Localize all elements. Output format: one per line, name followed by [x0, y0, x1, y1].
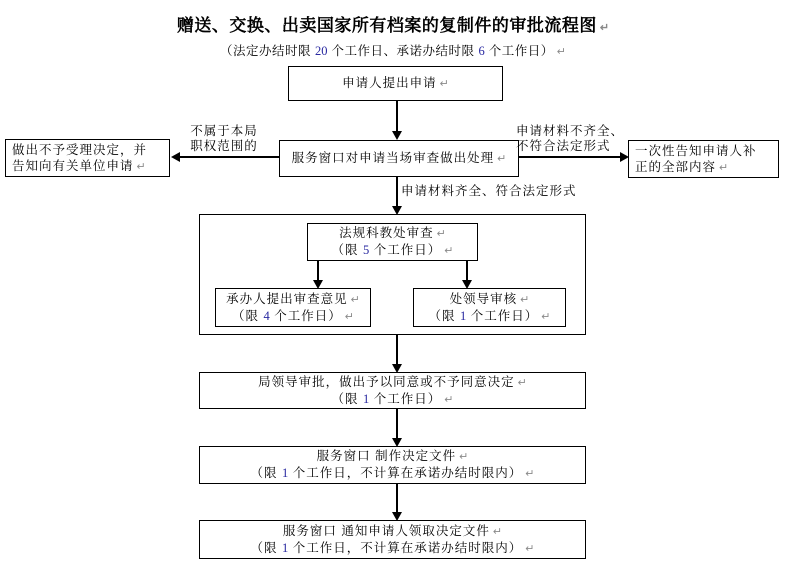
- box-fagui-review: [307, 223, 478, 261]
- box-make-decision-document-line2: （限 1 个工作日，不计算在承诺办结时限内）: [250, 466, 523, 480]
- paragraph-mark-icon: ↵: [444, 393, 454, 406]
- paragraph-mark-icon: ↵: [344, 310, 354, 323]
- box-make-decision-document-line1: 服务窗口 制作决定文件: [316, 449, 457, 463]
- box-onetime-notify-line1: 一次性告知申请人补: [635, 143, 757, 158]
- paragraph-mark-icon: ↵: [599, 22, 610, 34]
- box-notify-collect-document-line1: 服务窗口 通知申请人领取决定文件: [282, 523, 490, 538]
- arrow-line: [466, 261, 468, 280]
- box-service-window-review-line1: 服务窗口对申请当场审查做出处理: [291, 151, 495, 165]
- paragraph-mark-icon: ↵: [350, 293, 360, 306]
- paragraph-mark-icon: ↵: [517, 376, 527, 389]
- box-division-leader-check-line1: 处领导审核: [449, 291, 518, 306]
- arrow-line: [396, 101, 398, 131]
- label-materials-incomplete: [516, 124, 638, 153]
- paragraph-mark-icon: ↵: [497, 153, 507, 165]
- arrow-submit-to-window: [391, 101, 402, 140]
- arrow-line: [180, 156, 279, 158]
- arrow-leader-to-make-document: [391, 409, 402, 447]
- box-division-leader-check-line2: （限 1 个工作日）: [428, 308, 539, 323]
- label-materials-complete: [401, 184, 577, 199]
- box-reject-line1: 做出不予受理决定，并: [12, 142, 148, 157]
- box-handler-opinion-line2: （限 4 个工作日）: [232, 308, 342, 323]
- arrow-line: [396, 483, 398, 512]
- box-notify-collect-document-line2: （限 1 个工作日，不计算在承诺办结时限内）: [250, 540, 523, 555]
- box-bureau-leader-approval: [199, 372, 586, 409]
- page-title: [0, 11, 786, 36]
- box-service-window-review: [279, 140, 519, 177]
- box-handler-opinion: [215, 288, 371, 327]
- arrow-line: [396, 334, 398, 364]
- paragraph-mark-icon: ↵: [436, 228, 446, 240]
- box-onetime-notify-line2: 正的全部内容: [635, 159, 717, 174]
- box-fagui-review-line2: （限 5 个工作日）: [331, 243, 442, 257]
- label-out-of-scope-line2: 职权范围的: [190, 138, 258, 153]
- box-fagui-review-line1: 法规科教处审查: [339, 226, 434, 240]
- paragraph-mark-icon: ↵: [525, 468, 535, 480]
- box-make-decision-document: [199, 446, 586, 484]
- page-title-text: 赠送、交换、出卖国家所有档案的复制件的审批流程图: [176, 16, 597, 35]
- arrow-fagui-to-chuling: [461, 261, 472, 289]
- arrowhead-down-icon: [392, 131, 402, 140]
- arrow-line: [396, 177, 398, 206]
- paragraph-mark-icon: ↵: [444, 245, 454, 257]
- paragraph-mark-icon: ↵: [492, 525, 503, 538]
- label-materials-incomplete-line2: 不符合法定形式: [516, 138, 611, 153]
- box-handler-opinion-line1: 承办人提出审查意见: [226, 291, 348, 306]
- paragraph-mark-icon: ↵: [439, 78, 449, 90]
- paragraph-mark-icon: ↵: [520, 293, 530, 306]
- label-materials-incomplete-line1: 申请材料不齐全、: [516, 124, 625, 138]
- box-reject-decision: [5, 139, 170, 177]
- arrow-group-to-bureau-leader: [391, 334, 402, 373]
- arrow-line: [396, 409, 398, 438]
- paragraph-mark-icon: ↵: [556, 46, 566, 58]
- box-onetime-notify: [628, 140, 779, 178]
- box-reject-line2: 告知向有关单位申请: [12, 158, 134, 173]
- box-bureau-leader-approval-line1: 局领导审批，做出予以同意或不予同意决定: [258, 374, 515, 389]
- label-out-of-scope-line1: 不属于本局: [190, 124, 258, 138]
- label-materials-complete-line1: 申请材料齐全、符合法定形式: [401, 184, 577, 198]
- paragraph-mark-icon: ↵: [719, 161, 729, 174]
- arrow-make-to-collect: [391, 483, 402, 521]
- arrow-fagui-to-chengban: [312, 261, 323, 289]
- box-division-leader-check: [413, 288, 566, 327]
- paragraph-mark-icon: ↵: [525, 542, 535, 555]
- label-out-of-scope: [180, 124, 268, 153]
- paragraph-mark-icon: ↵: [459, 451, 469, 463]
- box-bureau-leader-approval-line2: （限 1 个工作日）: [331, 391, 442, 406]
- box-applicant-submit: [288, 66, 503, 101]
- arrow-line: [317, 261, 319, 280]
- paragraph-mark-icon: ↵: [136, 160, 146, 173]
- box-notify-collect-document: [199, 520, 586, 559]
- page-subtitle-text: （法定办结时限 20 个工作日、承诺办结时限 6 个工作日）: [220, 44, 554, 58]
- arrowhead-left-icon: [171, 152, 180, 162]
- paragraph-mark-icon: ↵: [541, 310, 551, 323]
- arrow-line: [519, 156, 620, 158]
- box-applicant-submit-line1: 申请人提出申请: [342, 76, 437, 90]
- page-subtitle: [0, 41, 786, 59]
